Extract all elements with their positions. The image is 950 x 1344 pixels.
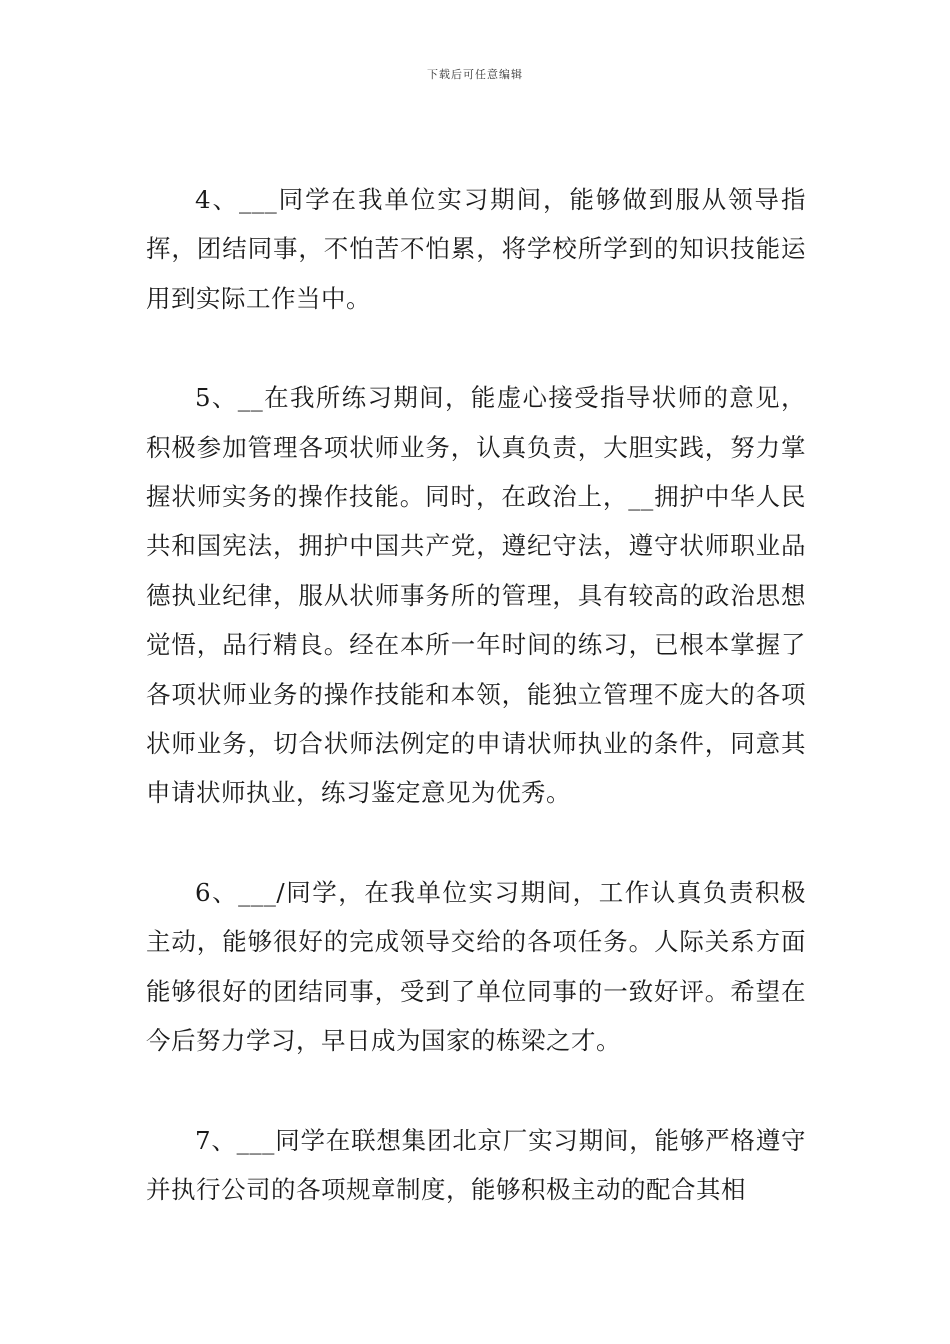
paragraph-6: 6、___/同学，在我单位实习期间，工作认真负责积极主动，能够很好的完成领导交给的各项任务。人际关系方面能够很好的团结同事，受到了单位同事的一致好评。希望在今后努力学习，早日成为国家的栋梁之才。 bbox=[146, 877, 806, 1056]
paragraph-4: 4、___同学在我单位实习期间，能够做到服从领导指挥，团结同事，不怕苦不怕累，将学校所学到的知识技能运用到实际工作当中。 bbox=[146, 185, 806, 313]
paragraph-7: 7、___同学在联想集团北京厂实习期间，能够严格遵守并执行公司的各项规章制度，能够积极主动的配合其相 bbox=[146, 1125, 806, 1204]
page-header: 下载后可任意编辑 bbox=[427, 68, 523, 81]
document-body bbox=[146, 175, 806, 1264]
paragraph-5: 5、__在我所练习期间，能虚心接受指导状师的意见，积极参加管理各项状师业务，认真负责，大胆实践，努力掌握状师实务的操作技能。同时，在政治上，__拥护中华人民共和国宪法，拥护中国共产党，遵纪守法，遵守状师职业品德执业纪律，服从状师事务所的管理，具有较高的政治思想觉悟，品行精良。经在本所一年时间的练习，已根本掌握了各项状师业务的操作技能和本领，能独立管理不庞大的各项状师业务，切合状师法例定的申请状师执业的条件，同意其申请状师执业，练习鉴定意见为优秀。 bbox=[146, 383, 806, 808]
